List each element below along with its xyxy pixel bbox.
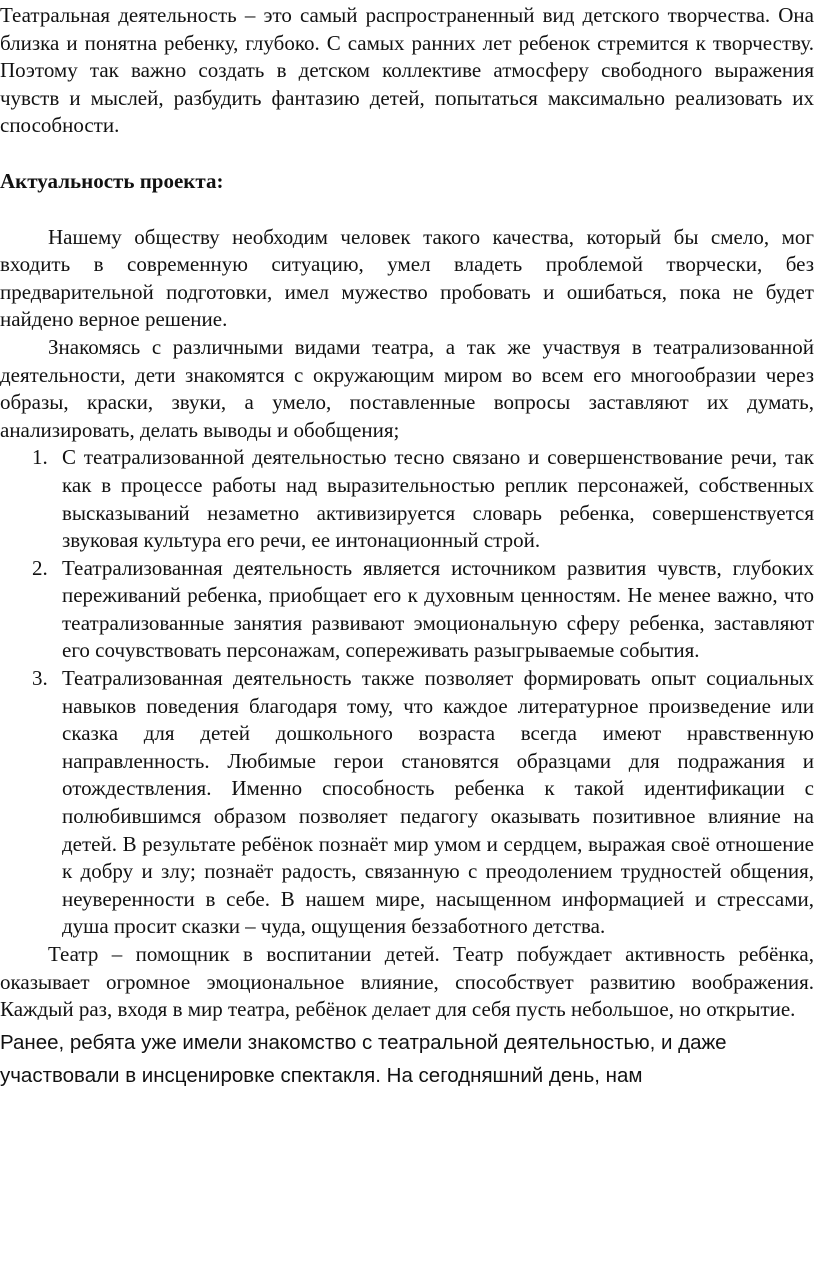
- list-item: [32, 444, 814, 554]
- section-heading: Актуальность проекта:: [0, 168, 224, 193]
- paragraph-earlier-experience: Ранее, ребята уже имели знакомство с театральной деятельностью, и даже участвовали в инсценировке спектакля. На сегодняшний день, нам: [0, 1030, 727, 1087]
- list-item-text: Театрализованная деятельность также позволяет формировать опыт социальных навыков поведения благодаря тому, что каждое литературное произведение или сказка для детей дошкольного возраста всегда имеют нравственную направленность. Любимые герои становятся образцами для подражания и отождествления. Именно способность ребенка к такой идентификации с полюбившимся образом позволяет педагогу оказывать позитивное влияние на детей. В результате ребёнок познаёт мир умом и сердцем, выражая своё отношение к добру и злу; познаёт радость, связанную с преодолением трудностей общения, неуверенности в себе. В нашем мире, насыщенном информацией и стрессами, душа просит сказки – чуда, ощущения беззаботного детства.: [62, 666, 814, 939]
- intro-paragraph: Театральная деятельность – это самый распространенный вид детского творчества. Она близка и понятна ребенку, глубоко. С самых ранних лет ребенок стремится к творчеству. Поэтому так важно создать в детском коллективе атмосферу свободного выражения чувств и мыслей, разбудить фантазию детей, попытаться максимально реализовать их способности.: [0, 3, 814, 138]
- list-item-number: 1.: [32, 445, 48, 470]
- paragraph-society: Нашему обществу необходим человек такого качества, который бы смело, мог входить в современную ситуацию, умел владеть проблемой творчески, без предварительной подготовки, имел мужество пробовать и ошибаться, пока не будет найдено верное решение.: [0, 224, 814, 332]
- list-item-text: С театрализованной деятельностью тесно связано и совершенствование речи, так как в процессе работы над выразительностью реплик персонажей, собственных высказываний незаметно активизируется словарь ребенка, совершенствуется звуковая культура его речи, ее интонационный строй.: [62, 445, 814, 553]
- list-item-number: 3.: [32, 666, 48, 691]
- list-item-text: Театрализованная деятельность является источником развития чувств, глубоких переживаний ребенка, приобщает его к духовным ценностям. Не менее важно, что театрализованные занятия развивают эмоциональную сферу ребенка, заставляют его сочувствовать персонажам, сопереживать разыгрываемые события.: [62, 555, 814, 663]
- paragraph-theatre-types: Знакомясь с различными видами театра, а так же участвуя в театрализованной деятельности, дети знакомятся с окружающим миром во всем его многообразии через образы, краски, звуки, а умело, поставленные вопросы заставляют их думать, анализировать, делать выводы и обобщения;: [0, 334, 814, 442]
- list-item: [32, 555, 814, 665]
- paragraph-theatre-helper: Театр – помощник в воспитании детей. Театр побуждает активность ребёнка, оказывает огромное эмоциональное влияние, способствует развитию воображения. Каждый раз, входя в мир театра, ребёнок делает для себя пусть небольшое, но открытие.: [0, 942, 814, 1022]
- list-item-number: 2.: [32, 555, 48, 580]
- numbered-list: [0, 444, 814, 941]
- list-item: [32, 665, 814, 941]
